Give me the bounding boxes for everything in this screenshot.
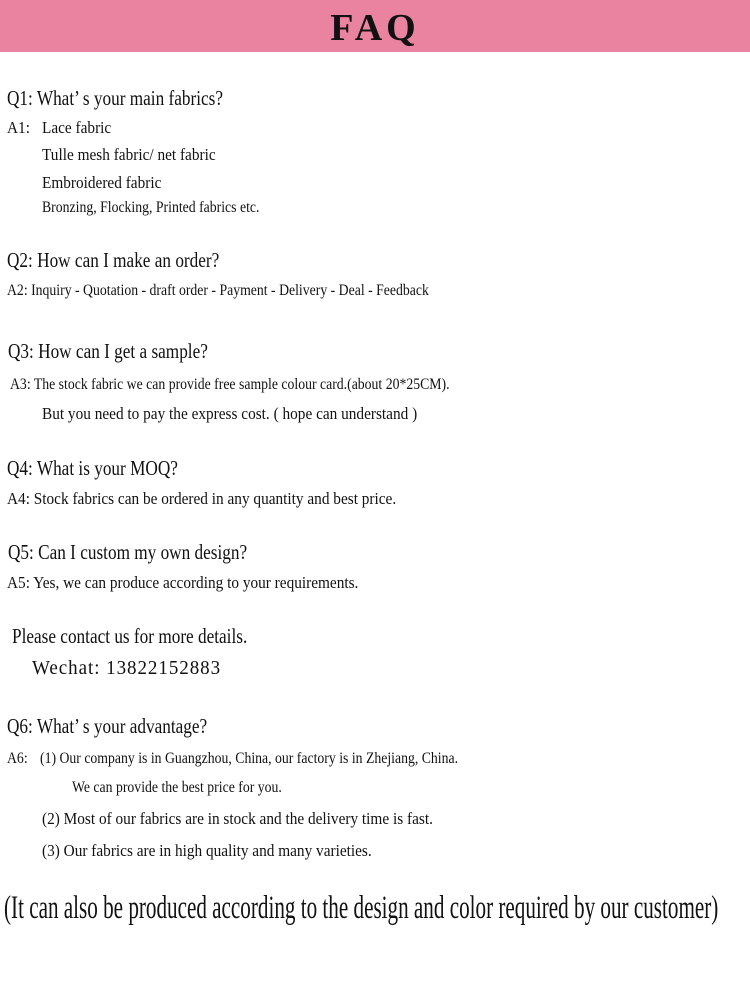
answer-3-line-2: But you need to pay the express cost. ( hope can understand ): [42, 404, 418, 423]
answer-6-prefix: A6:: [7, 750, 28, 767]
faq-header-bar: [0, 0, 750, 52]
answer-3-line-1: A3: The stock fabric we can provide free sample colour card.(about 20*25CM).: [10, 376, 450, 393]
question-2: Q2: How can I make an order?: [7, 248, 220, 272]
wechat-contact: Wechat: 13822152883: [32, 657, 222, 679]
question-5: Q5: Can I custom my own design?: [8, 540, 248, 564]
answer-1-line-4: Bronzing, Flocking, Printed fabrics etc.: [42, 199, 260, 216]
contact-text: Please contact us for more details.: [12, 624, 248, 648]
answer-6-line-1: (1) Our company is in Guangzhou, China, our factory is in Zhejiang, China.: [40, 750, 459, 767]
faq-title: FAQ: [330, 7, 420, 49]
answer-6-line-2: We can provide the best price for you.: [72, 779, 282, 796]
answer-6-line-4: (3) Our fabrics are in high quality and many varieties.: [42, 841, 372, 860]
question-6: Q6: What’ s your advantage?: [7, 714, 208, 738]
answer-2: A2: Inquiry - Quotation - draft order - Payment - Delivery - Deal - Feedback: [7, 282, 429, 299]
answer-4: A4: Stock fabrics can be ordered in any quantity and best price.: [7, 489, 397, 508]
answer-1-prefix: A1:: [7, 118, 30, 137]
answer-1-line-3: Embroidered fabric: [42, 173, 162, 192]
question-3: Q3: How can I get a sample?: [8, 339, 208, 363]
question-4: Q4: What is your MOQ?: [7, 456, 178, 480]
answer-6-line-3: (2) Most of our fabrics are in stock and the delivery time is fast.: [42, 809, 433, 828]
answer-1-line-2: Tulle mesh fabric/ net fabric: [42, 145, 216, 164]
custom-production-note: (It can also be produced according to the design and color required by our customer): [4, 890, 719, 926]
answer-1-line-1: Lace fabric: [42, 118, 112, 137]
answer-5: A5: Yes, we can produce according to your requirements.: [7, 573, 359, 592]
question-1: Q1: What’ s your main fabrics?: [7, 86, 223, 110]
